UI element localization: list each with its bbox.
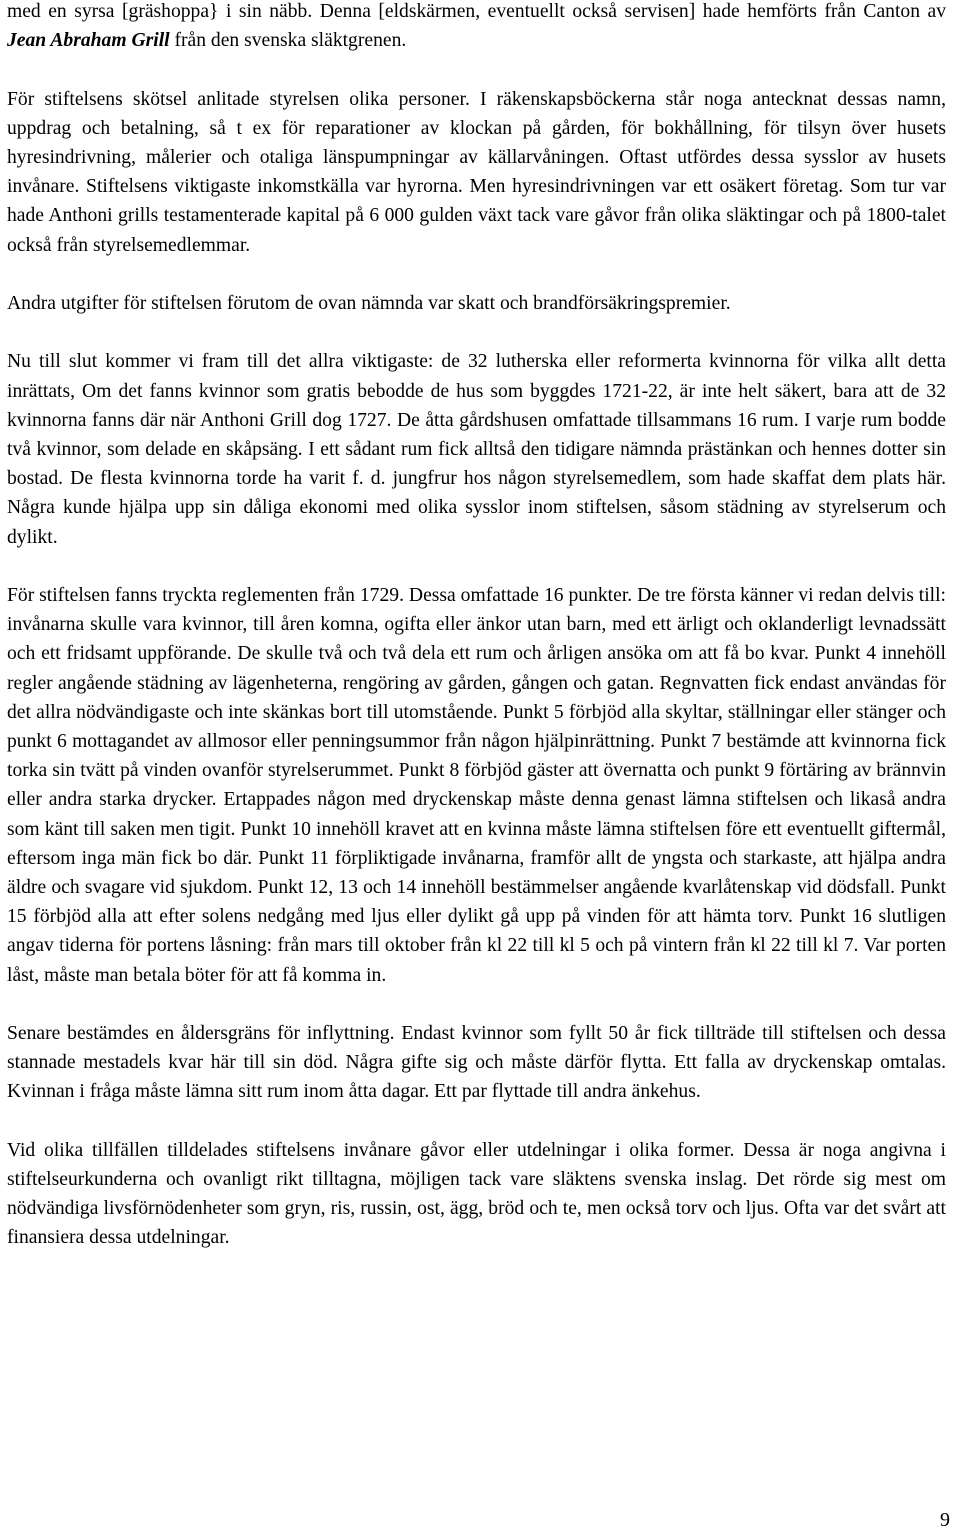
paragraph-skotsel: För stiftelsens skötsel anlitade styrelsen olika personer. I räkenskapsböckerna står noga antecknat dessas namn, uppdrag och betalning, så t ex för reparationer av klockan på gården, för bokhållning, för tilsyn över husets hyresindrivning, målerier och otaliga länspumpningar av källarvåningen. Oftast utfördes dessa sysslor av husets invånare. Stiftelsens viktigaste inkomstkälla var hyrorna. Men hyresindrivningen var ett osäkert företag. Som tur var hade Anthoni grills testamenterade kapital på 6 000 gulden växt tack vare gåvor från olika släktingar och på 1800-talet också från styrelsemedlemmar. [7,88,946,256]
paragraph-kvinnorna: Nu till slut kommer vi fram till det allra viktigaste: de 32 lutherska eller reformerta kvinnorna för vilka allt detta inrättats, Om det fanns kvinnor som gratis bebodde de hus som byggdes 1721-22, är inte helt säkert, bara att de 32 kvinnorna fanns där när Anthoni Grill dog 1727. De åtta gårdshusen omfattade tillsammans 16 rum. I varje rum bodde två kvinnor, som delade en skåpsäng. I ett sådant rum fick alltså den tidigare nämnda prästänkan och hennes dotter sin bostad. De flesta kvinnorna torde ha varit f. d. jungfrur hos någon styrelsemedlem, som hade skaffat dem plats här. Några kunde hjälpa upp sin dåliga ekonomi med olika sysslor inom stiftelsen, såsom städning av styrelserum och dylikt. [7,351,946,548]
paragraph-gavor: Vid olika tillfällen tilldelades stiftelsens invånare gåvor eller utdelningar i olika former. Dessa är noga angivna i stiftelseurkunderna och ovanligt rikt tilltagna, möjligen tack vare släktens svenska inslag. Det rörde sig mest om nödvändiga livsförnödenheter som gryn, ris, russin, ost, ägg, bröd och te, men också torv och ljus. Ofta var det svårt att finansiera dessa utdelningar. [7,1139,946,1249]
person-name: Jean Abraham Grill [7,30,170,52]
paragraph-tail: från den svenska släktgrenen. [169,30,407,52]
paragraph-eldskarmen [7,0,946,55]
paragraph-utgifter: Andra utgifter för stiftelsen förutom de ovan nämnda var skatt och brandförsäkringspremier. [7,293,731,314]
paragraph-reglementen: För stiftelsen fanns tryckta reglementen från 1729. Dessa omfattade 16 punkter. De tre första känner vi redan delvis till: invånarna skulle vara kvinnor, till åren komna, ogifta eller änkor utan barn, med ett ärligt och oklanderligt levnadssätt och ett fridsamt uppförande. De skulle två och två dela ett rum och årligen ansöka om att få bo kvar. Punkt 4 innehöll regler angående städning av lägenheterna, rengöring av gården, gången och gatan. Regnvatten fick endast användas för det allra nödvändigaste och inte skänkas bort till utomstående. Punkt 5 förbjöd alla skyltar, ställningar eller stänger och punkt 6 mottagandet av allmosor eller penningsummor från någon hjälpinrättning. Punkt 7 bestämde att kvinnorna fick torka sin tvätt på vinden ovanför styrelserummet. Punkt 8 förbjöd gäster att övernatta och punkt 9 förtäring av brännvin eller andra starka drycker. Ertappades någon med dryckenskap måste denna genast lämna stiftelsen och likaså andra som känt till saken men tigit. Punkt 10 innehöll kravet att en kvinna måste lämna stiftelsen före ett eventuellt giftermål, eftersom inga män fick bo där. Punkt 11 förpliktigade invånarna, framför allt de yngsta och starkaste, att hjälpa andra äldre och svagare vid sjukdom. Punkt 12, 13 och 14 innehöll bestämmelser angående kvarlåtenskap vid dödsfall. Punkt 15 förbjöd alla att efter solens nedgång med ljus eller dylikt gå upp på vinden för att hämta torv. Punkt 16 slutligen angav tiderna för portens låsning: från mars till oktober från kl 22 till kl 5 och på vintern från kl 22 till kl 7. Var porten låst, måste man betala böter för att få komma in. [7,585,946,986]
page-number: 9 [940,1509,950,1531]
paragraph-lead: med en syrsa [gräshoppa} i sin näbb. Denna [eldskärmen, eventuellt också servisen] hade hemförts från Canton av [7,1,946,22]
paragraph-aldersgrans: Senare bestämdes en åldersgräns för inflyttning. Endast kvinnor som fyllt 50 år fick tillträde till stiftelsen och dessa stannade mestadels kvar här till sin död. Några gifte sig och måste därför flytta. Ett falla av dryckenskap omtalas. Kvinnan i fråga måste lämna sitt rum inom åtta dagar. Ett par flyttade till andra änkehus. [7,1023,946,1103]
